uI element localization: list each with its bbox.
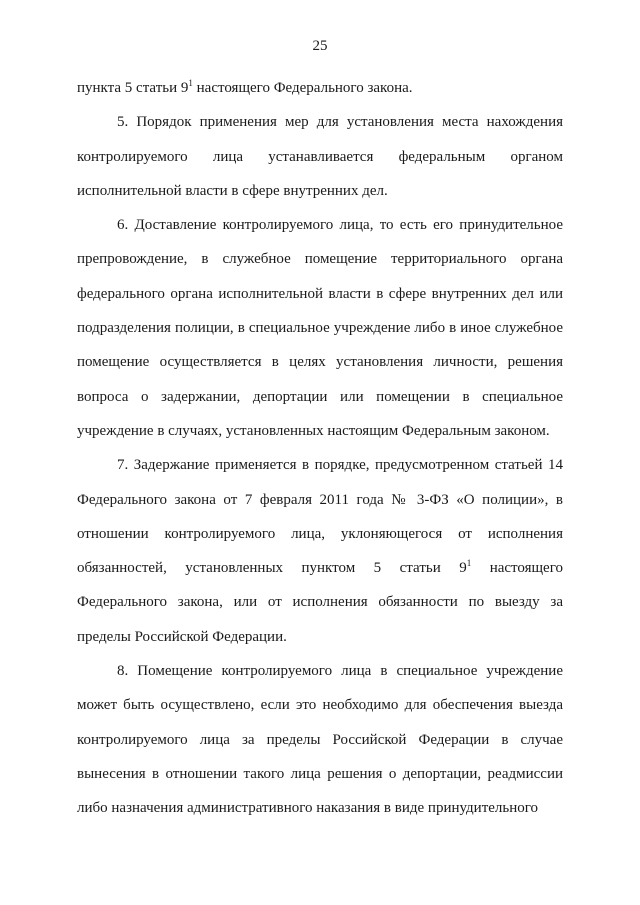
paragraph-5: 5. Порядок применения мер для установления места нахождения контролируемого лица устанавливается федеральным органом исполнительной власти в сфере внутренних дел. xyxy=(77,114,563,199)
paragraph-text: настоящего Федерального закона. xyxy=(192,80,413,96)
paragraph-7 xyxy=(77,448,563,654)
paragraph-continuation xyxy=(77,71,563,105)
document-body xyxy=(77,71,563,826)
paragraph-8: 8. Помещение контролируемого лица в специальное учреждение может быть осуществлено, если это необходимо для обеспечения выезда контролируемого лица за пределы Российской Федерации в случае вынесения в отношении такого лица решения о депортации, реадмиссии либо назначения административного наказания в виде принудительного xyxy=(77,663,563,817)
paragraph-text: настоящего Федерального закона, или от исполнения обязанности по выезду за пределы Российской Федерации. xyxy=(77,560,563,645)
paragraph-text: пункта 5 статьи 9 xyxy=(77,80,189,96)
superscript: 1 xyxy=(188,78,193,88)
paragraph-6: 6. Доставление контролируемого лица, то есть его принудительное препровождение, в служебное помещение территориального органа федерального органа исполнительной власти в сфере внутренних дел или подразделения полиции, в специальное учреждение либо в иное служебное помещение осуществляется в целях установления личности, решения вопроса о задержании, депортации или помещении в специальное учреждение в случаях, установленных настоящим Федеральным законом. xyxy=(77,217,563,439)
paragraph-text: 7. Задержание применяется в порядке, предусмотренном статьей 14 Федерального закона от 7 февраля 2011 года № 3-ФЗ «О полиции», в отношении контролируемого лица, уклоняющегося от исполнения обязанностей, установленных пунктом 5 статьи 9 xyxy=(77,457,563,577)
page-number: 25 xyxy=(312,38,328,54)
superscript: 1 xyxy=(466,558,472,569)
